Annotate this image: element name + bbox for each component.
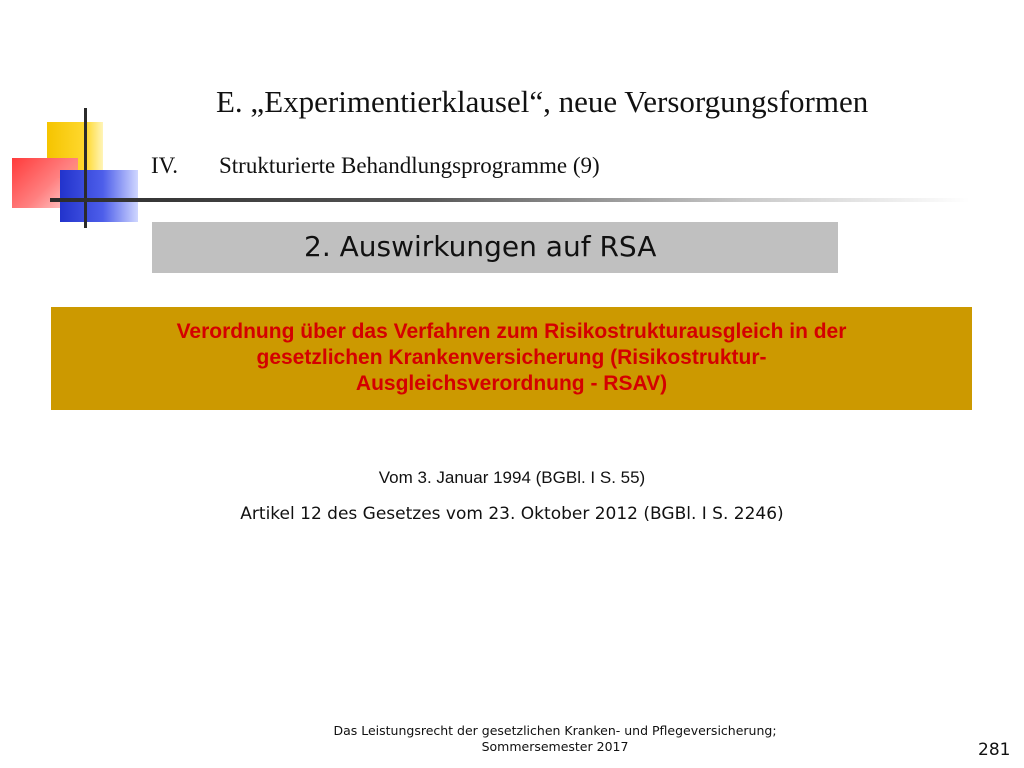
highlight-line: Ausgleichsverordnung - RSAV)	[355, 372, 668, 395]
slide-logo-decoration	[0, 0, 160, 240]
regulation-date: Vom 3. Januar 1994 (BGBl. I S. 55)	[378, 468, 646, 487]
vertical-line-decoration	[84, 108, 87, 228]
subheading-text: 2. Auswirkungen auf RSA	[304, 230, 657, 263]
section-heading	[151, 153, 600, 179]
footer-line: Sommersemester 2017	[481, 739, 629, 754]
blue-square-decoration	[60, 170, 138, 222]
highlight-line: Verordnung über das Verfahren zum Risikostrukturausgleich in der	[176, 320, 847, 343]
footer-line: Das Leistungsrecht der gesetzlichen Kranken- und Pflegeversicherung;	[333, 723, 777, 738]
subheading-banner	[152, 222, 838, 273]
highlight-line: gesetzlichen Krankenversicherung (Risikostruktur-	[256, 346, 767, 369]
slide-title: E. „Experimentierklausel“, neue Versorgungsformen	[216, 84, 869, 119]
page-number: 281	[978, 740, 1011, 760]
regulation-amendment: Artikel 12 des Gesetzes vom 23. Oktober 2012 (BGBl. I S. 2246)	[240, 504, 784, 524]
section-number: IV.	[151, 153, 179, 178]
regulation-highlight-box	[51, 307, 972, 410]
title-underline	[50, 198, 970, 202]
section-title: Strukturierte Behandlungsprogramme (9)	[219, 153, 600, 178]
slide-footer	[300, 723, 810, 755]
